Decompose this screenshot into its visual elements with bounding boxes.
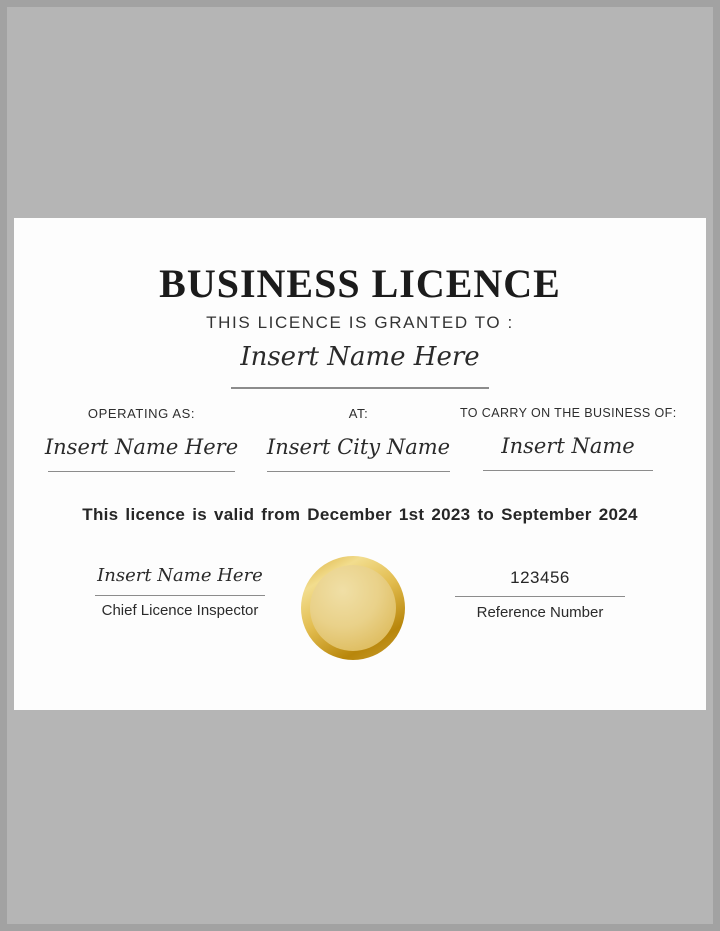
inspector-title-label: Chief Licence Inspector [101, 602, 259, 619]
grantee-name: Insert Name Here [240, 342, 480, 372]
field-business-of [460, 406, 676, 471]
signature-underline [95, 595, 265, 596]
reference-underline [455, 596, 625, 597]
gold-seal-face [310, 565, 396, 651]
business-licence-certificate [14, 218, 706, 710]
granted-to-subtitle: THIS LICENCE IS GRANTED TO : [206, 313, 514, 332]
validity-statement: This licence is valid from December 1st 2023 to September 2024 [82, 505, 638, 524]
field-at [251, 406, 466, 472]
business-of-underline [483, 470, 653, 471]
grantee-name-underline [231, 387, 489, 389]
business-of-value: Insert Name [501, 434, 635, 458]
reference-block [440, 568, 640, 621]
reference-number-value: 123456 [510, 568, 570, 587]
field-operating-as [34, 406, 249, 472]
at-value: Insert City Name [266, 435, 451, 459]
operating-as-label: OPERATING AS: [87, 406, 196, 421]
at-label: AT: [348, 406, 369, 421]
operating-as-value: Insert Name Here [44, 435, 239, 459]
business-of-label: TO CARRY ON THE BUSINESS OF: [460, 406, 677, 420]
certificate-title: BUSINESS LICENCE [159, 261, 561, 306]
signature-block [80, 565, 280, 619]
reference-number-label: Reference Number [476, 604, 604, 621]
inspector-signature-name: Insert Name Here [97, 565, 263, 586]
operating-as-underline [48, 471, 235, 472]
gold-seal-icon [301, 556, 405, 660]
at-underline [267, 471, 450, 472]
